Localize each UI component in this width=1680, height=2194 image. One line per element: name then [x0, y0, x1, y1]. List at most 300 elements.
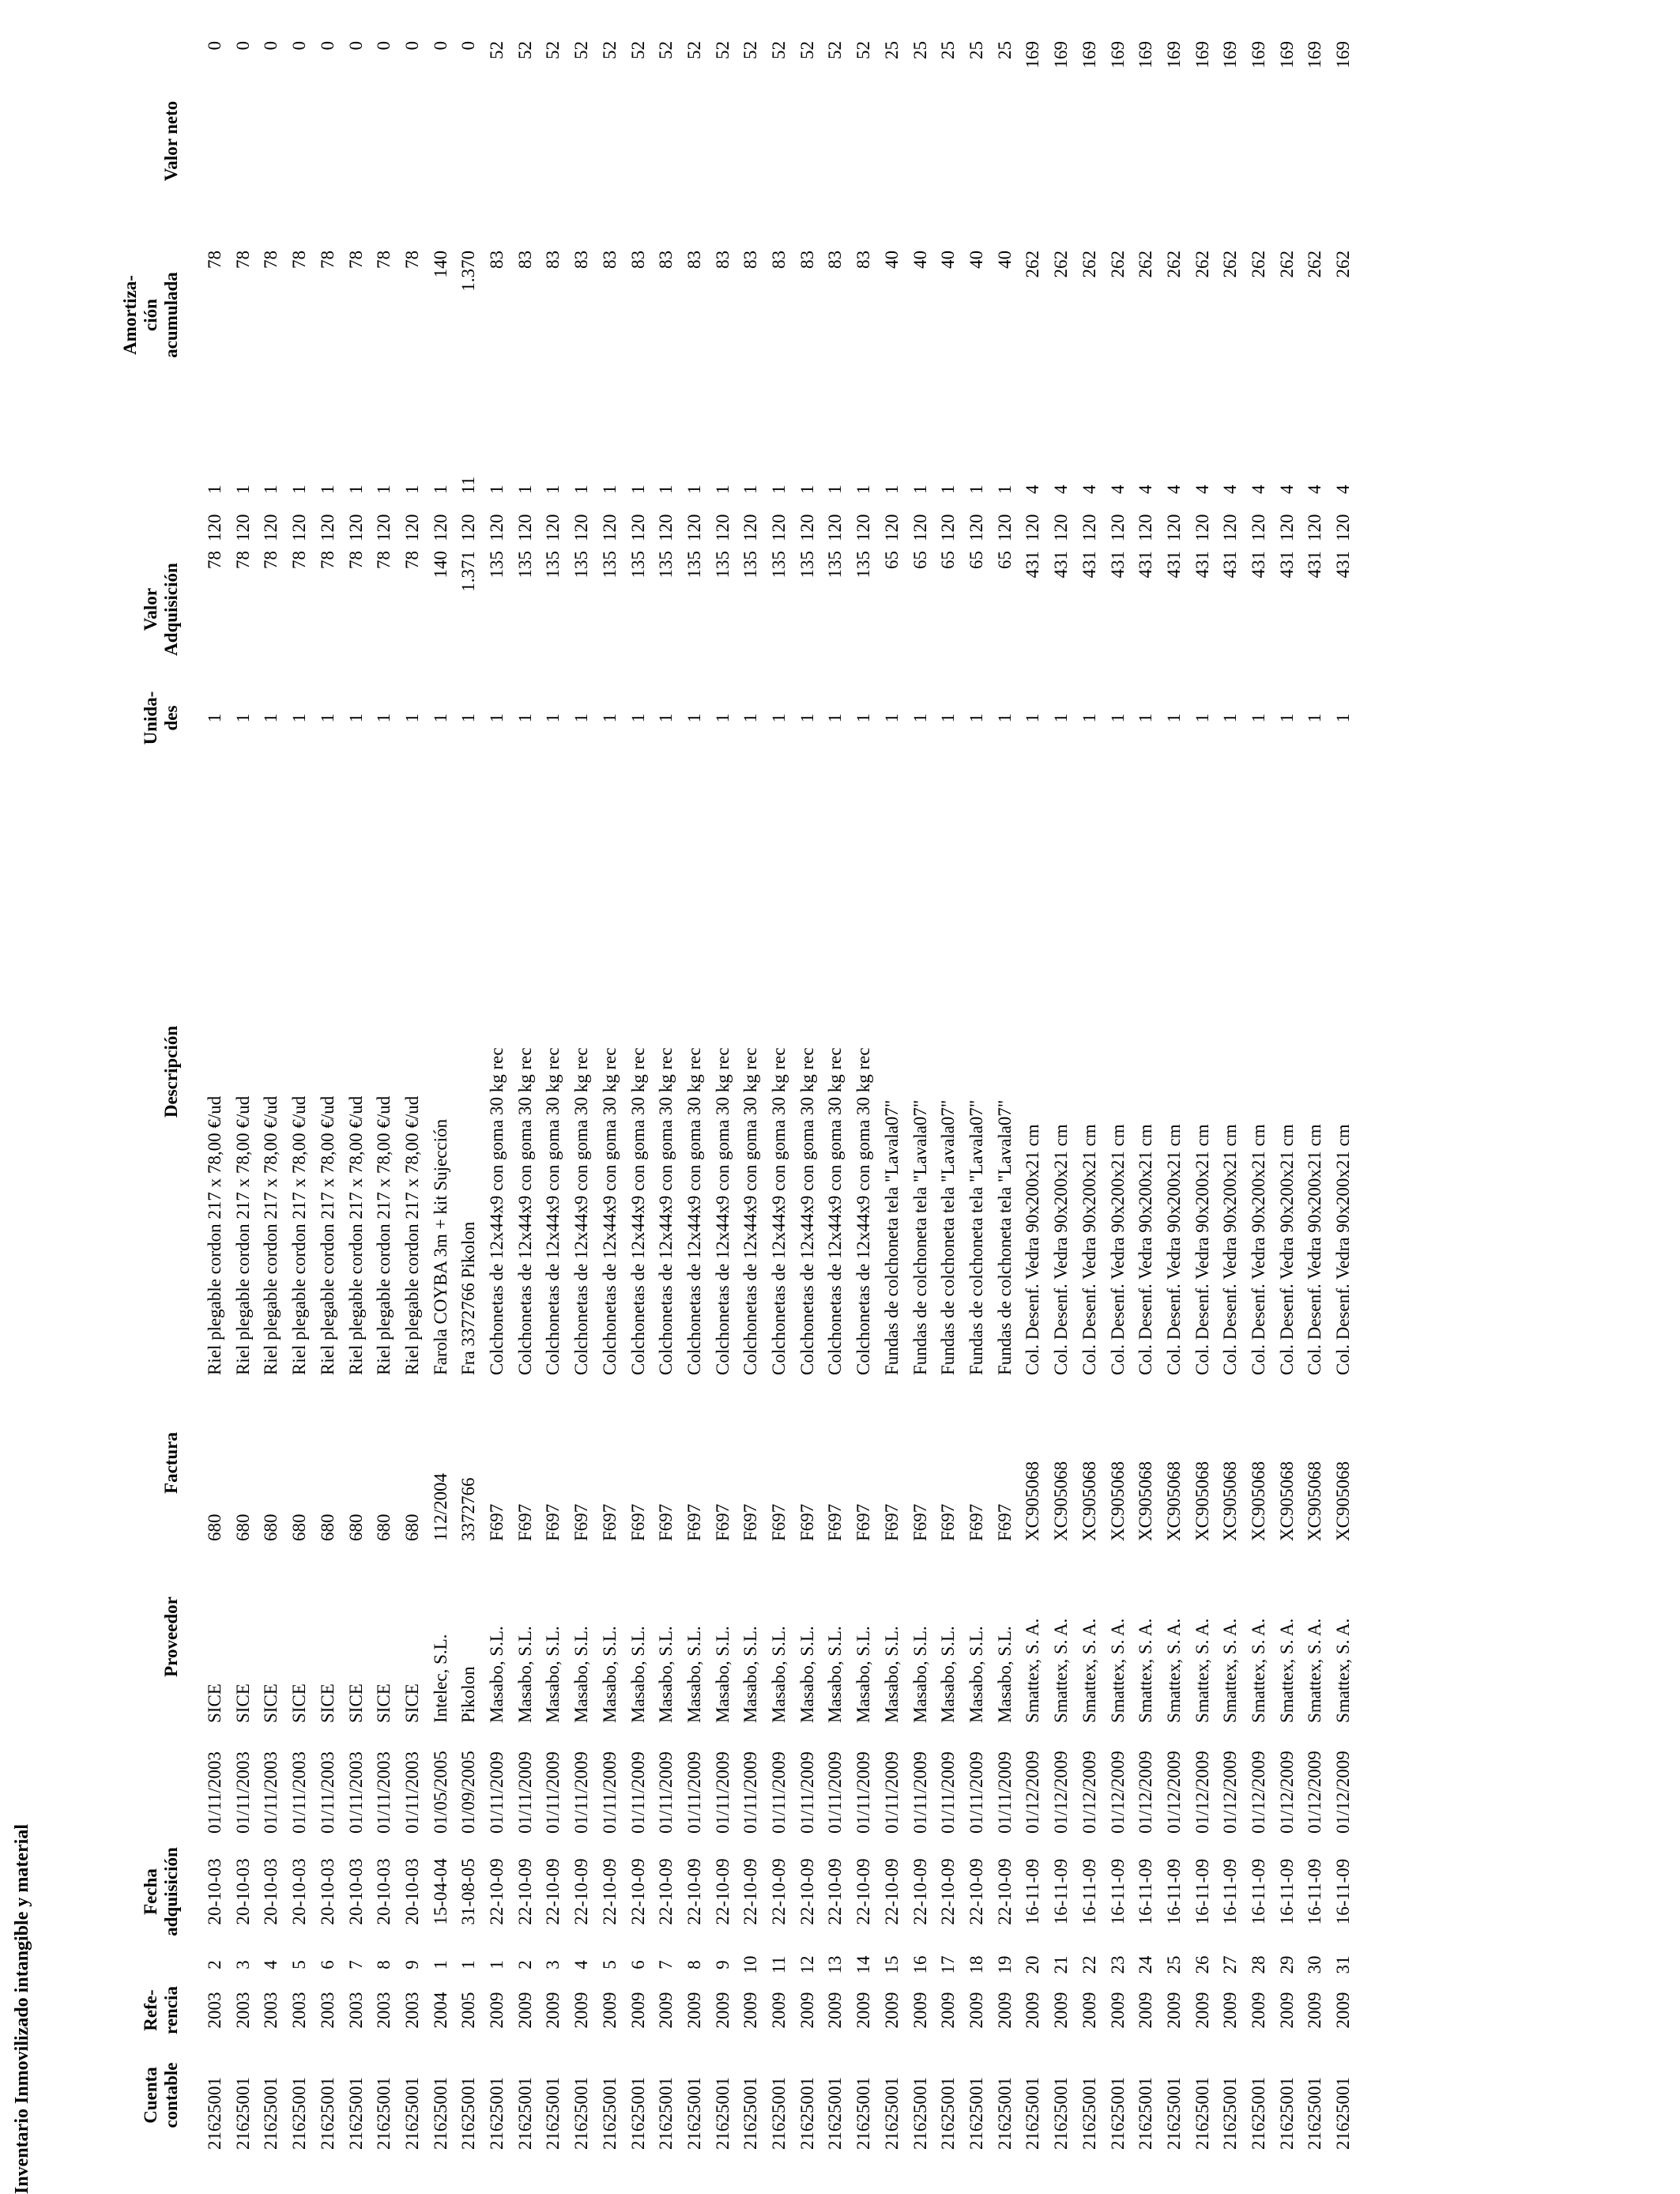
inventory-table: [32, 36, 1358, 2154]
cell-acquisition-value: 431: [1163, 551, 1184, 579]
table-row: [1245, 36, 1273, 2154]
cell-reference: 2003: [345, 1992, 366, 2029]
cell-service-date: 01/11/2009: [910, 1751, 930, 1834]
cell-net-value: 25: [966, 41, 986, 59]
cell-reference: 2009: [627, 1992, 648, 2029]
cell-service-date: 01/11/2009: [994, 1751, 1015, 1834]
cell-amortization-years: 4: [1136, 484, 1156, 494]
cell-amortization-years: 1: [261, 484, 281, 494]
header-line: adquisición: [161, 1847, 181, 1936]
cell-service-date: 01/11/2009: [740, 1751, 761, 1834]
cell-accumulated-amortization: 83: [712, 251, 733, 269]
cell-reference: 2003: [317, 1992, 337, 2029]
cell-invoice: F697: [543, 1503, 563, 1541]
cell-description: Colchonetas de 12x44x9 con goma 30 kg rec: [740, 1047, 761, 1375]
cell-ref-number: 27: [1220, 1955, 1241, 1974]
cell-description: Colchonetas de 12x44x9 con goma 30 kg rec: [571, 1047, 592, 1375]
cell-invoice: 680: [374, 1514, 394, 1541]
cell-units: 1: [966, 713, 986, 723]
cell-amortization-period: 120: [825, 514, 846, 541]
header-line: rencia: [161, 1986, 181, 2034]
cell-acquisition-value: 135: [599, 551, 620, 579]
cell-acquisition-value: 135: [797, 551, 817, 579]
cell-accumulated-amortization: 83: [853, 251, 874, 269]
cell-ref-number: 28: [1249, 1955, 1269, 1974]
cell-accumulated-amortization: 40: [938, 251, 959, 269]
table-body: [201, 36, 1358, 2154]
cell-net-value: 0: [458, 41, 479, 51]
cell-ref-number: 16: [910, 1955, 930, 1974]
cell-net-value: 169: [1305, 41, 1325, 69]
header-line: Adquisición: [161, 563, 181, 656]
cell-service-date: 01/11/2009: [571, 1751, 592, 1834]
cell-supplier: Masabo, S.L.: [740, 1626, 761, 1723]
cell-accumulated-amortization: 262: [1305, 251, 1325, 278]
cell-description: Fundas de colchoneta tela "Lavala07": [966, 1099, 986, 1375]
cell-description: Riel plegable cordon 217 x 78,00 €/ud: [374, 1095, 394, 1375]
cell-acquisition-value: 65: [994, 551, 1015, 569]
cell-acquisition-value: 78: [205, 551, 224, 569]
cell-acquisition-date: 20-10-03: [232, 1858, 253, 1925]
cell-service-date: 01/11/2003: [401, 1751, 422, 1834]
cell-amortization-period: 120: [1333, 514, 1354, 541]
cell-invoice: F697: [656, 1503, 676, 1541]
cell-acquisition-value: 431: [1220, 551, 1241, 579]
cell-acquisition-value: 78: [401, 551, 422, 569]
table-row: [1019, 36, 1047, 2154]
cell-acquisition-value: 135: [853, 551, 874, 579]
cell-invoice: F697: [571, 1503, 592, 1541]
cell-ref-number: 3: [543, 1960, 563, 1970]
cell-supplier: SICE: [345, 1683, 366, 1723]
header-line: Fecha: [141, 1868, 160, 1915]
cell-net-value: 0: [261, 41, 281, 51]
cell-account: 21625001: [401, 2077, 422, 2150]
cell-acquisition-date: 20-10-03: [401, 1858, 422, 1925]
cell-reference: 2009: [1305, 1992, 1325, 2029]
cell-net-value: 169: [1051, 41, 1072, 69]
cell-description: Fra 3372766 Pikolon: [458, 1221, 479, 1375]
table-row: [454, 36, 483, 2154]
cell-supplier: Masabo, S.L.: [797, 1626, 817, 1723]
header-net-value: [32, 36, 201, 246]
cell-supplier: Smattex, S. A.: [1305, 1618, 1325, 1723]
cell-net-value: 52: [543, 41, 563, 59]
cell-units: 1: [656, 713, 676, 723]
cell-description: Col. Desenf. Vedra 90x200x21 cm: [1163, 1124, 1184, 1375]
cell-net-value: 52: [825, 41, 846, 59]
cell-acquisition-date: 20-10-03: [205, 1858, 224, 1925]
cell-units: 1: [232, 713, 253, 723]
cell-amortization-years: 1: [543, 484, 563, 494]
cell-service-date: 01/11/2009: [656, 1751, 676, 1834]
cell-accumulated-amortization: 262: [1023, 251, 1043, 278]
cell-ref-number: 5: [289, 1960, 310, 1970]
cell-accumulated-amortization: 78: [401, 251, 422, 269]
cell-units: 1: [1136, 713, 1156, 723]
cell-acquisition-date: 16-11-09: [1220, 1858, 1241, 1925]
header-service-date: [32, 1728, 201, 1838]
cell-acquisition-date: 20-10-03: [317, 1858, 337, 1925]
cell-description: Colchonetas de 12x44x9 con goma 30 kg rec: [599, 1047, 620, 1375]
cell-ref-number: 20: [1023, 1955, 1043, 1974]
cell-units: 1: [712, 713, 733, 723]
cell-account: 21625001: [543, 2077, 563, 2150]
cell-units: 1: [430, 713, 450, 723]
cell-ref-number: 12: [797, 1955, 817, 1974]
cell-description: Riel plegable cordon 217 x 78,00 €/ud: [317, 1095, 337, 1375]
cell-acquisition-date: 16-11-09: [1249, 1858, 1269, 1925]
cell-amortization-period: 120: [1023, 514, 1043, 541]
cell-description: Riel plegable cordon 217 x 78,00 €/ud: [401, 1095, 422, 1375]
cell-description: Colchonetas de 12x44x9 con goma 30 kg rec: [769, 1047, 789, 1375]
cell-acquisition-value: 135: [740, 551, 761, 579]
cell-description: Riel plegable cordon 217 x 78,00 €/ud: [261, 1095, 281, 1375]
cell-units: 1: [881, 713, 902, 723]
cell-reference: 2009: [938, 1992, 959, 2029]
cell-account: 21625001: [1249, 2077, 1269, 2150]
cell-invoice: F697: [825, 1503, 846, 1541]
cell-reference: 2004: [430, 1992, 450, 2029]
header-amortization-period: [32, 499, 201, 546]
cell-supplier: Smattex, S. A.: [1079, 1618, 1099, 1723]
cell-supplier: Smattex, S. A.: [1163, 1618, 1184, 1723]
cell-amortization-years: 1: [910, 484, 930, 494]
cell-supplier: Smattex, S. A.: [1249, 1618, 1269, 1723]
cell-acquisition-value: 135: [684, 551, 704, 579]
table-row: [652, 36, 680, 2154]
cell-units: 1: [487, 713, 507, 723]
cell-units: 1: [684, 713, 704, 723]
cell-acquisition-value: 135: [571, 551, 592, 579]
cell-amortization-period: 120: [289, 514, 310, 541]
cell-account: 21625001: [1051, 2077, 1072, 2150]
cell-invoice: XC905068: [1192, 1461, 1212, 1541]
cell-net-value: 52: [712, 41, 733, 59]
cell-accumulated-amortization: 83: [627, 251, 648, 269]
header-acquisition-date: [32, 1838, 201, 1945]
cell-units: 1: [1051, 713, 1072, 723]
cell-account: 21625001: [881, 2077, 902, 2150]
cell-acquisition-date: 22-10-09: [938, 1858, 959, 1925]
cell-reference: 2009: [514, 1992, 535, 2029]
cell-acquisition-value: 135: [627, 551, 648, 579]
cell-units: 1: [994, 713, 1015, 723]
cell-units: 1: [458, 713, 479, 723]
cell-description: Col. Desenf. Vedra 90x200x21 cm: [1136, 1124, 1156, 1375]
cell-account: 21625001: [1305, 2077, 1325, 2150]
cell-description: Col. Desenf. Vedra 90x200x21 cm: [1276, 1124, 1297, 1375]
cell-account: 21625001: [430, 2077, 450, 2150]
cell-description: Col. Desenf. Vedra 90x200x21 cm: [1051, 1124, 1072, 1375]
cell-service-date: 01/12/2009: [1249, 1751, 1269, 1834]
table-row: [257, 36, 285, 2154]
cell-accumulated-amortization: 40: [881, 251, 902, 269]
cell-net-value: 52: [769, 41, 789, 59]
cell-net-value: 0: [205, 41, 224, 51]
cell-account: 21625001: [938, 2077, 959, 2150]
cell-acquisition-value: 431: [1333, 551, 1354, 579]
cell-supplier: Masabo, S.L.: [712, 1626, 733, 1723]
cell-description: Fundas de colchoneta tela "Lavala07": [994, 1099, 1015, 1375]
cell-invoice: F697: [938, 1503, 959, 1541]
cell-net-value: 169: [1136, 41, 1156, 69]
cell-reference: 2005: [458, 1992, 479, 2029]
cell-acquisition-date: 16-11-09: [1305, 1858, 1325, 1925]
table-row: [511, 36, 540, 2154]
cell-invoice: F697: [599, 1503, 620, 1541]
cell-units: 1: [345, 713, 366, 723]
cell-amortization-years: 4: [1220, 484, 1241, 494]
table-row: [398, 36, 427, 2154]
cell-reference: 2003: [401, 1992, 422, 2029]
cell-reference: 2009: [1163, 1992, 1184, 2029]
cell-supplier: Smattex, S. A.: [1051, 1618, 1072, 1723]
cell-account: 21625001: [374, 2077, 394, 2150]
cell-units: 1: [514, 713, 535, 723]
cell-acquisition-value: 135: [712, 551, 733, 579]
cell-invoice: XC905068: [1220, 1461, 1241, 1541]
cell-amortization-period: 120: [317, 514, 337, 541]
cell-acquisition-value: 78: [345, 551, 366, 569]
cell-description: Col. Desenf. Vedra 90x200x21 cm: [1333, 1124, 1354, 1375]
cell-net-value: 0: [430, 41, 450, 51]
cell-amortization-period: 120: [1192, 514, 1212, 541]
cell-accumulated-amortization: 83: [825, 251, 846, 269]
cell-units: 1: [938, 713, 959, 723]
cell-invoice: F697: [712, 1503, 733, 1541]
cell-description: Riel plegable cordon 217 x 78,00 €/ud: [205, 1095, 224, 1375]
cell-acquisition-date: 22-10-09: [543, 1858, 563, 1925]
cell-invoice: F697: [994, 1503, 1015, 1541]
header-line: des: [161, 705, 181, 731]
cell-reference: 2003: [261, 1992, 281, 2029]
cell-supplier: Masabo, S.L.: [825, 1626, 846, 1723]
cell-service-date: 01/11/2009: [797, 1751, 817, 1834]
cell-acquisition-date: 22-10-09: [769, 1858, 789, 1925]
cell-reference: 2009: [1107, 1992, 1128, 2029]
cell-description: Colchonetas de 12x44x9 con goma 30 kg rec: [487, 1047, 507, 1375]
cell-amortization-years: 11: [458, 476, 479, 494]
cell-acquisition-date: 16-11-09: [1023, 1858, 1043, 1925]
cell-description: Col. Desenf. Vedra 90x200x21 cm: [1023, 1124, 1043, 1375]
header-row: [32, 36, 201, 2154]
cell-ref-number: 1: [458, 1960, 479, 1970]
header-line: Proveedor: [161, 1596, 181, 1677]
cell-accumulated-amortization: 78: [345, 251, 366, 269]
header-line: Factura: [161, 1432, 181, 1494]
table-row: [342, 36, 371, 2154]
cell-ref-number: 30: [1305, 1955, 1325, 1974]
header-line: Amortiza-: [120, 275, 140, 355]
cell-amortization-period: 120: [1051, 514, 1072, 541]
cell-amortization-years: 1: [938, 484, 959, 494]
cell-supplier: Smattex, S. A.: [1276, 1618, 1297, 1723]
cell-ref-number: 7: [656, 1960, 676, 1970]
cell-amortization-period: 120: [1276, 514, 1297, 541]
cell-acquisition-date: 22-10-09: [627, 1858, 648, 1925]
cell-ref-number: 6: [317, 1960, 337, 1970]
cell-net-value: 169: [1023, 41, 1043, 69]
cell-accumulated-amortization: 83: [514, 251, 535, 269]
cell-accumulated-amortization: 262: [1079, 251, 1099, 278]
cell-account: 21625001: [684, 2077, 704, 2150]
cell-service-date: 01/11/2009: [966, 1751, 986, 1834]
cell-supplier: Masabo, S.L.: [938, 1626, 959, 1723]
cell-supplier: Masabo, S.L.: [543, 1626, 563, 1723]
cell-acquisition-value: 78: [232, 551, 253, 569]
cell-amortization-years: 1: [599, 484, 620, 494]
header-account: [32, 2036, 201, 2154]
cell-account: 21625001: [1220, 2077, 1241, 2150]
table-row: [539, 36, 567, 2154]
cell-account: 21625001: [910, 2077, 930, 2150]
cell-amortization-years: 1: [712, 484, 733, 494]
cell-units: 1: [571, 713, 592, 723]
cell-account: 21625001: [571, 2077, 592, 2150]
cell-units: 1: [1107, 713, 1128, 723]
cell-service-date: 01/12/2009: [1051, 1751, 1072, 1834]
cell-reference: 2009: [769, 1992, 789, 2029]
cell-amortization-period: 120: [1136, 514, 1156, 541]
cell-account: 21625001: [317, 2077, 337, 2150]
cell-amortization-years: 1: [571, 484, 592, 494]
cell-description: Fundas de colchoneta tela "Lavala07": [881, 1099, 902, 1375]
cell-net-value: 169: [1333, 41, 1354, 69]
cell-units: 1: [1333, 713, 1354, 723]
cell-amortization-period: 120: [1163, 514, 1184, 541]
cell-acquisition-date: 16-11-09: [1276, 1858, 1297, 1925]
cell-ref-number: 25: [1163, 1955, 1184, 1974]
cell-amortization-period: 120: [1249, 514, 1269, 541]
cell-reference: 2003: [205, 1992, 224, 2029]
cell-amortization-period: 120: [1107, 514, 1128, 541]
cell-acquisition-value: 431: [1192, 551, 1212, 579]
cell-amortization-period: 120: [853, 514, 874, 541]
cell-units: 1: [627, 713, 648, 723]
cell-account: 21625001: [797, 2077, 817, 2150]
table-row: [962, 36, 991, 2154]
header-reference: [32, 1985, 201, 2036]
cell-reference: 2009: [853, 1992, 874, 2029]
header-line: Cuenta: [141, 2067, 160, 2124]
cell-service-date: 01/11/2003: [205, 1751, 224, 1834]
cell-ref-number: 24: [1136, 1955, 1156, 1974]
table-row: [821, 36, 849, 2154]
cell-supplier: SICE: [289, 1683, 310, 1723]
cell-accumulated-amortization: 262: [1107, 251, 1128, 278]
cell-reference: 2003: [374, 1992, 394, 2029]
cell-supplier: Pikolon: [458, 1666, 479, 1723]
cell-service-date: 01/11/2009: [514, 1751, 535, 1834]
cell-ref-number: 1: [487, 1960, 507, 1970]
cell-account: 21625001: [599, 2077, 620, 2150]
cell-ref-number: 21: [1051, 1955, 1072, 1974]
cell-amortization-years: 1: [684, 484, 704, 494]
cell-account: 21625001: [656, 2077, 676, 2150]
table-header: [32, 36, 201, 2154]
cell-invoice: F697: [684, 1503, 704, 1541]
cell-amortization-period: 120: [627, 514, 648, 541]
cell-units: 1: [910, 713, 930, 723]
cell-acquisition-date: 16-11-09: [1107, 1858, 1128, 1925]
cell-amortization-years: 4: [1333, 484, 1354, 494]
header-units: [32, 673, 201, 763]
cell-accumulated-amortization: 262: [1333, 251, 1354, 278]
cell-ref-number: 31: [1333, 1955, 1354, 1974]
cell-acquisition-date: 16-11-09: [1192, 1858, 1212, 1925]
cell-acquisition-date: 22-10-09: [571, 1858, 592, 1925]
cell-units: 1: [797, 713, 817, 723]
cell-invoice: 680: [317, 1514, 337, 1541]
cell-ref-number: 5: [599, 1960, 620, 1970]
cell-accumulated-amortization: 78: [374, 251, 394, 269]
cell-service-date: 01/05/2005: [430, 1751, 450, 1834]
cell-invoice: 680: [345, 1514, 366, 1541]
cell-acquisition-date: 22-10-09: [881, 1858, 902, 1925]
cell-amortization-years: 1: [994, 484, 1015, 494]
cell-invoice: 112/2004: [430, 1472, 450, 1541]
cell-amortization-years: 1: [430, 484, 450, 494]
cell-amortization-period: 120: [430, 514, 450, 541]
cell-amortization-period: 120: [205, 514, 224, 541]
cell-reference: 2009: [797, 1992, 817, 2029]
cell-amortization-years: 1: [374, 484, 394, 494]
cell-description: Col. Desenf. Vedra 90x200x21 cm: [1220, 1124, 1241, 1375]
cell-net-value: 25: [910, 41, 930, 59]
cell-service-date: 01/12/2009: [1023, 1751, 1043, 1834]
cell-units: 1: [1079, 713, 1099, 723]
cell-amortization-years: 1: [656, 484, 676, 494]
cell-net-value: 52: [853, 41, 874, 59]
cell-amortization-period: 120: [797, 514, 817, 541]
cell-amortization-years: 1: [627, 484, 648, 494]
cell-acquisition-date: 22-10-09: [712, 1858, 733, 1925]
cell-amortization-period: 120: [487, 514, 507, 541]
cell-amortization-years: 1: [881, 484, 902, 494]
cell-service-date: 01/12/2009: [1305, 1751, 1325, 1834]
cell-reference: 2009: [599, 1992, 620, 2029]
cell-acquisition-value: 431: [1249, 551, 1269, 579]
cell-ref-number: 1: [430, 1960, 450, 1970]
cell-amortization-years: 4: [1079, 484, 1099, 494]
cell-reference: 2009: [740, 1992, 761, 2029]
cell-amortization-years: 4: [1051, 484, 1072, 494]
cell-reference: 2009: [712, 1992, 733, 2029]
cell-amortization-period: 120: [261, 514, 281, 541]
cell-acquisition-date: 22-10-09: [910, 1858, 930, 1925]
cell-amortization-period: 120: [1220, 514, 1241, 541]
cell-supplier: Masabo, S.L.: [599, 1626, 620, 1723]
cell-service-date: 01/11/2009: [881, 1751, 902, 1834]
cell-invoice: F697: [487, 1503, 507, 1541]
cell-amortization-years: 1: [289, 484, 310, 494]
cell-acquisition-value: 135: [543, 551, 563, 579]
cell-ref-number: 22: [1079, 1955, 1099, 1974]
cell-acquisition-value: 78: [374, 551, 394, 569]
cell-accumulated-amortization: 78: [317, 251, 337, 269]
header-invoice: [32, 1380, 201, 1546]
cell-supplier: Masabo, S.L.: [966, 1626, 986, 1723]
cell-accumulated-amortization: 83: [656, 251, 676, 269]
cell-acquisition-value: 65: [910, 551, 930, 569]
cell-ref-number: 26: [1192, 1955, 1212, 1974]
table-row: [793, 36, 822, 2154]
cell-invoice: F697: [514, 1503, 535, 1541]
cell-amortization-period: 120: [514, 514, 535, 541]
cell-amortization-period: 120: [232, 514, 253, 541]
cell-description: Fundas de colchoneta tela "Lavala07": [910, 1099, 930, 1375]
